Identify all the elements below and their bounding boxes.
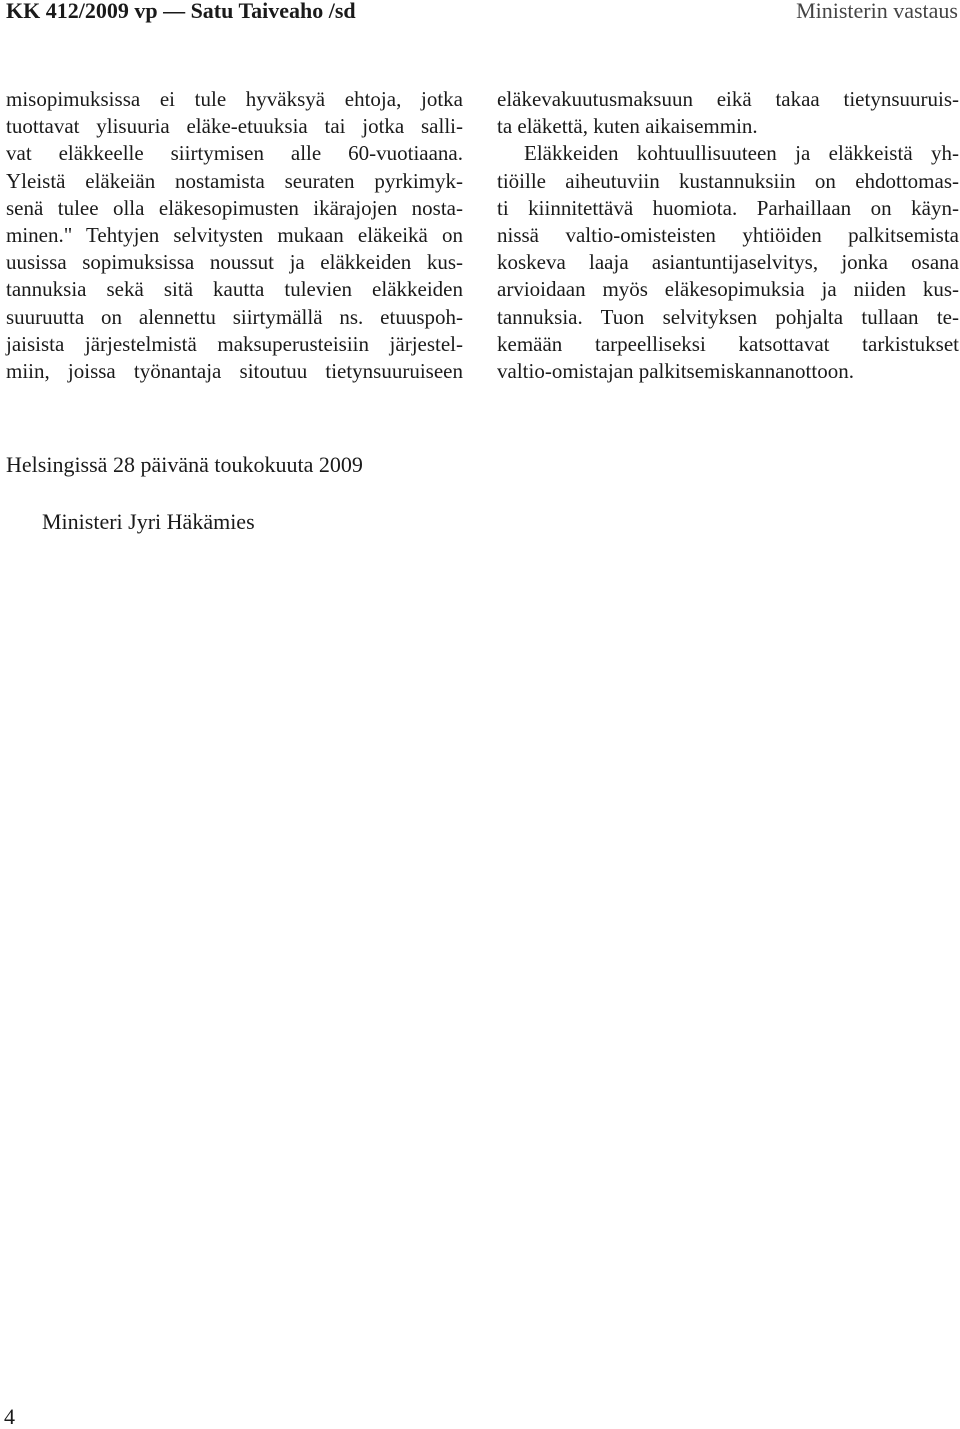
body-line: koskeva laaja asiantuntijaselvitys, jonka osana bbox=[497, 250, 959, 275]
body-line: suuruutta on alennettu siirtymällä ns. etuuspoh- bbox=[6, 304, 463, 329]
body-line: eläkevakuutusmaksuun eikä takaa tietynsuuruis- bbox=[497, 87, 959, 111]
body-line: Eläkkeiden kohtuullisuuteen ja eläkkeistä yh- bbox=[524, 141, 959, 166]
body-line: valtio-omistajan palkitsemiskannanottoon. bbox=[497, 358, 854, 383]
document-header-section: Ministerin vastaus bbox=[796, 0, 958, 23]
body-line: vat eläkkeelle siirtymisen alle 60-vuotiaana. bbox=[6, 141, 463, 166]
body-line: Yleistä eläkeiän nostamista seuraten pyrkimyk- bbox=[6, 168, 463, 193]
closing-date-line: Helsingissä 28 päivänä toukokuuta 2009 bbox=[6, 452, 363, 477]
body-line: senä tulee olla eläkesopimusten ikärajojen nosta- bbox=[6, 195, 463, 220]
left-text-column bbox=[6, 86, 463, 385]
body-line: tannuksia sekä sitä kautta tulevien eläkkeiden bbox=[6, 277, 463, 302]
body-line: kemään tarpeelliseksi katsottavat tarkistukset bbox=[497, 331, 959, 356]
body-line: misopimuksissa ei tule hyväksyä ehtoja, jotka bbox=[6, 87, 463, 111]
body-line: jaisista järjestelmistä maksuperusteisiin järjestel- bbox=[6, 331, 463, 356]
page-number: 4 bbox=[4, 1404, 15, 1429]
document-header-reference: KK 412/2009 vp — Satu Taiveaho /sd bbox=[6, 0, 356, 23]
body-line: nissä valtio-omisteisten yhtiöiden palkitsemista bbox=[497, 222, 959, 247]
body-line: tuottavat ylisuuria eläke-etuuksia tai jotka salli- bbox=[6, 114, 463, 139]
body-line: ti kiinnitettävä huomiota. Parhaillaan on käyn- bbox=[497, 195, 959, 220]
body-line: ta eläkettä, kuten aikaisemmin. bbox=[497, 114, 758, 139]
body-line: tiöille aiheutuviin kustannuksiin on ehdottomas- bbox=[497, 168, 959, 193]
body-line: arvioidaan myös eläkesopimuksia ja niiden kus- bbox=[497, 277, 959, 302]
body-line: miin, joissa työnantaja sitoutuu tietynsuuruiseen bbox=[6, 358, 463, 383]
body-line: uusissa sopimuksissa noussut ja eläkkeiden kus- bbox=[6, 250, 463, 275]
signatory-name: Ministeri Jyri Häkämies bbox=[42, 509, 255, 534]
body-line: minen." Tehtyjen selvitysten mukaan eläkeikä on bbox=[6, 222, 463, 247]
body-line: tannuksia. Tuon selvityksen pohjalta tullaan te- bbox=[497, 304, 959, 329]
right-text-column bbox=[497, 86, 959, 385]
